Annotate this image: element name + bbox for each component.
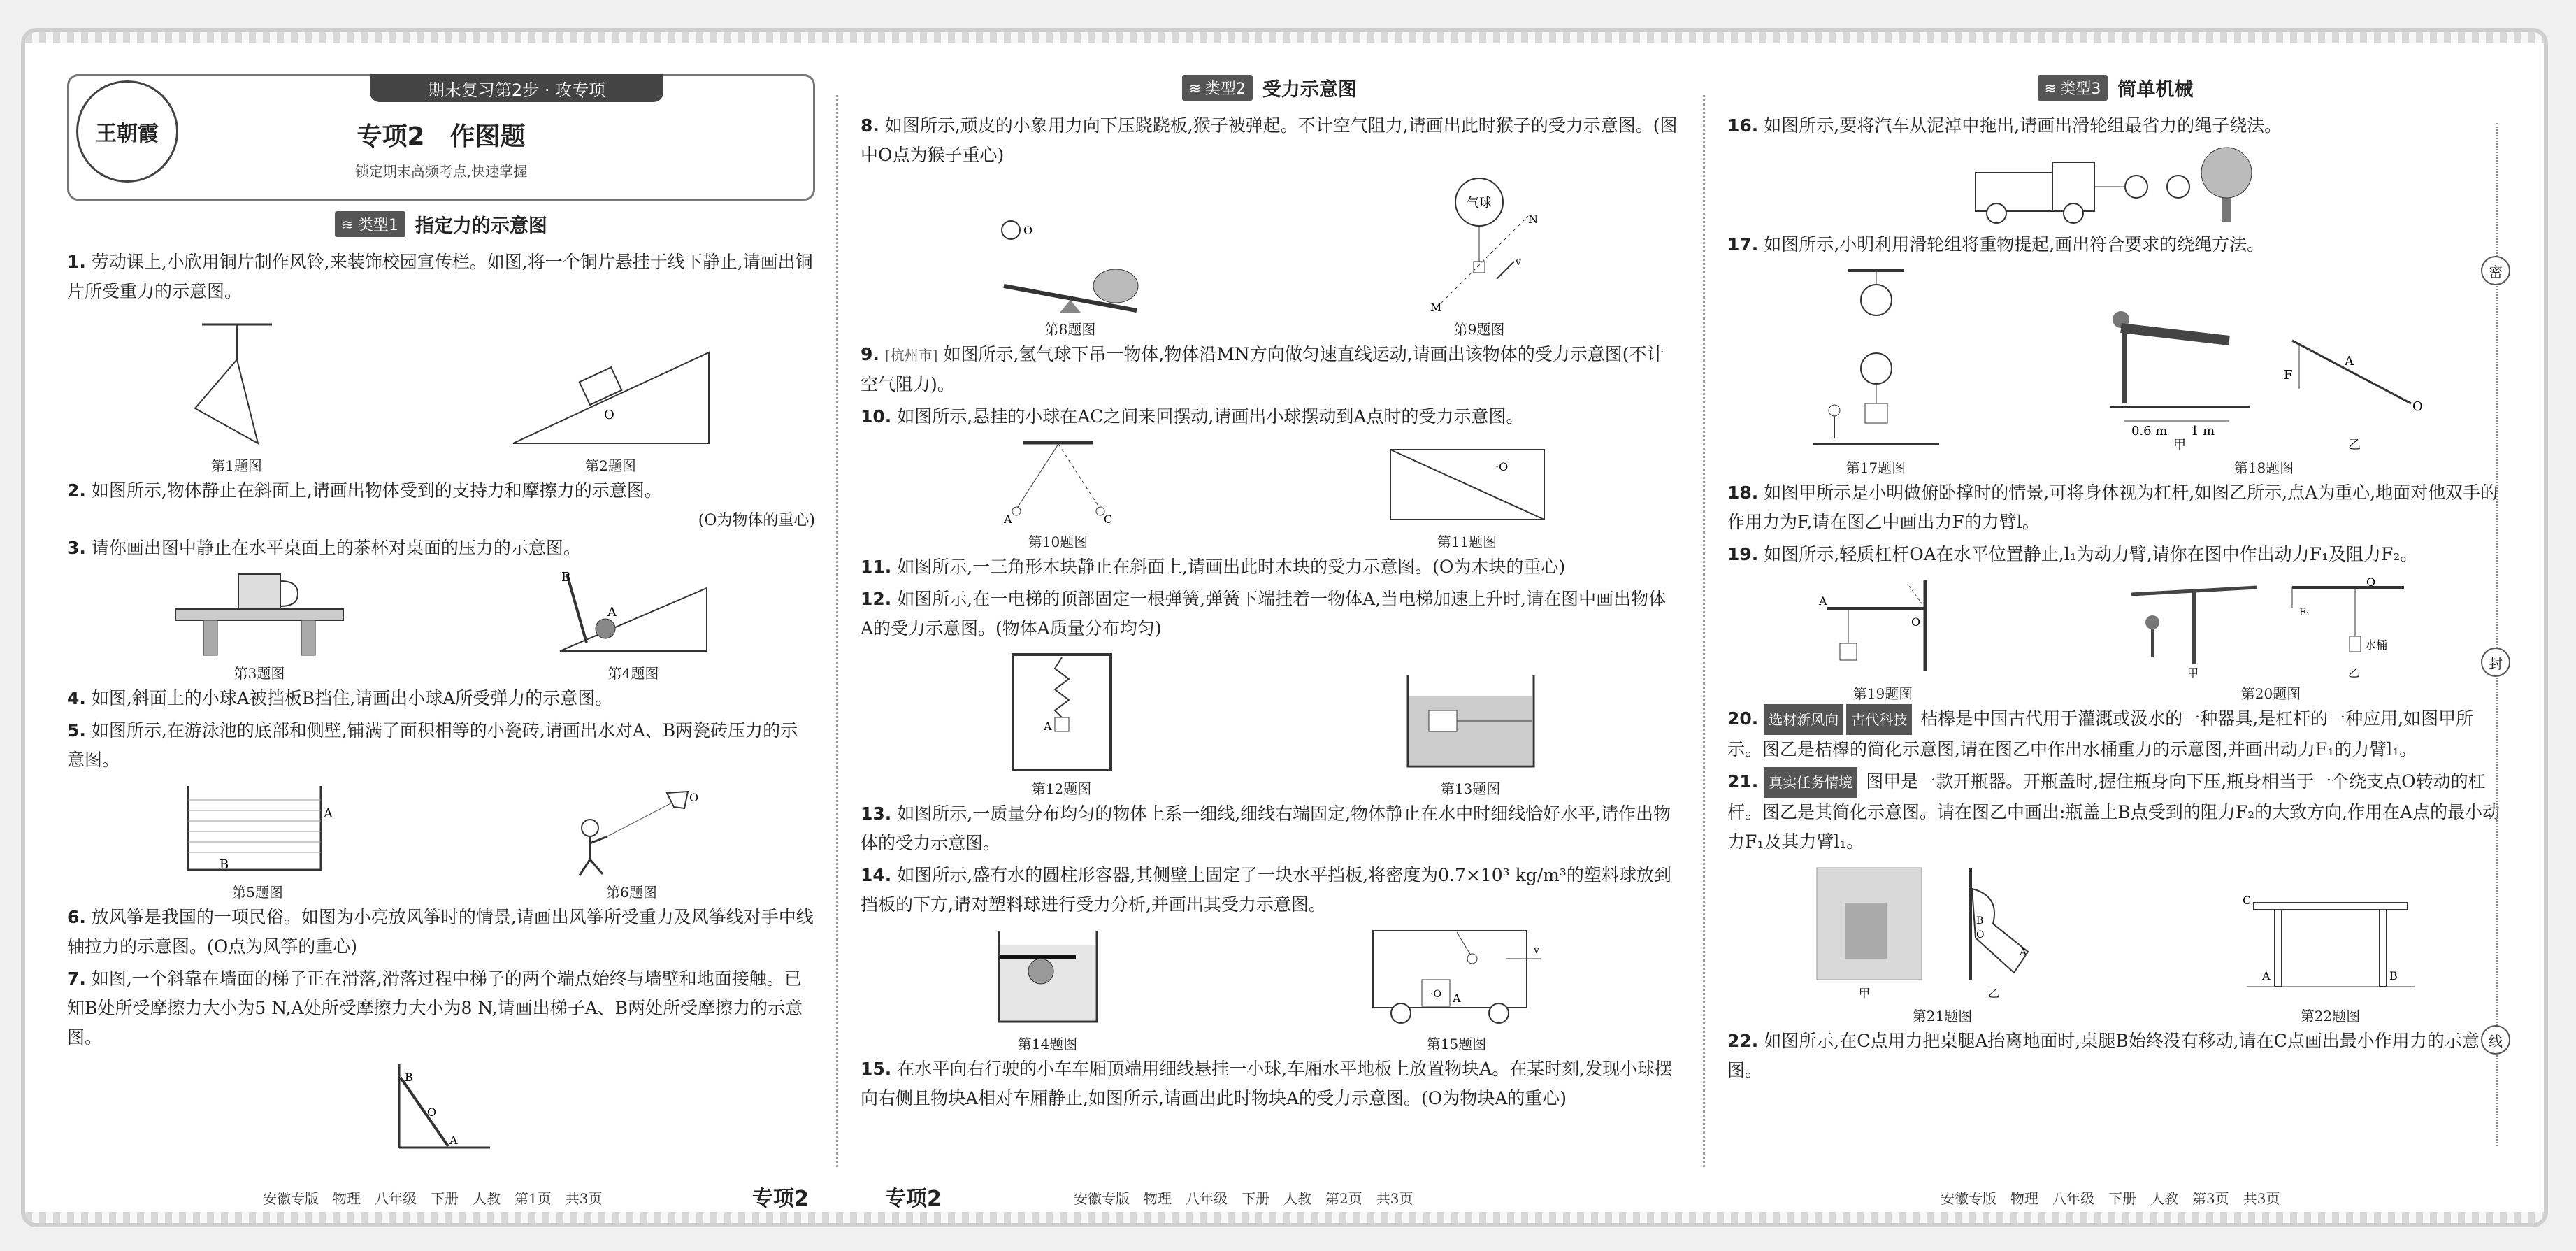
svg-text:A: A [2261,969,2271,982]
caption-22: 第22题图 [2300,1008,2361,1024]
section-title: 受力示意图 [1262,79,1357,101]
footer-page-1: 安徽专版 物理 八年级 下册 人教 第1页 共3页 [263,1190,603,1207]
logo-text: 王朝霞 [96,122,159,146]
svg-text:A: A [1818,594,1827,608]
binding-mark-1: 密 [2481,256,2510,285]
svg-text:O: O [689,791,698,804]
cart-pendulum-diagram [1366,924,1548,1029]
footer-topic-right: 专项2 [752,1187,809,1211]
caption-11: 第11题图 [1437,534,1497,550]
caption-17: 第17题图 [1845,459,1906,476]
incline-block-diagram [506,338,716,450]
ball-on-incline-diagram [553,567,714,658]
svg-text:N: N [1528,213,1538,226]
bucket-label: 水桶 [2364,638,2387,652]
figure-2 [506,338,716,475]
figure-17 [1806,264,1946,477]
figure-row-14-15 [861,924,1678,1053]
figure-3 [168,567,350,682]
figure-row-8-9 [861,174,1678,338]
column-divider-1 [836,95,838,1167]
balloon-motion-diagram [1409,174,1549,314]
hanging-copper-diagram [167,310,307,450]
svg-text:A: A [2344,354,2354,369]
caption-2: 第2题图 [585,457,636,474]
caption-14: 第14题图 [1017,1036,1078,1052]
caption-1: 第1题图 [211,457,262,474]
caption-15: 第15题图 [1426,1036,1487,1052]
caption-8: 第8题图 [1044,321,1096,338]
svg-text:B: B [561,570,571,585]
svg-text:O: O [1976,929,1984,941]
svg-text:O: O [2412,399,2423,414]
wavy-border-bottom [25,1212,2544,1223]
footer-page-2: 安徽专版 物理 八年级 下册 人教 第2页 共3页 [1074,1190,1413,1207]
question-14: 14. 如图所示,盛有水的圆柱形容器,其侧壁上固定了一块水平挡板,将密度为0.7×10³ kg/m³的塑料球放到挡板的下方,请对塑料球进行受力分析,并画出其受力示意图。 [861,865,1671,915]
figure-4 [553,567,714,682]
object-in-water-diagram [1401,669,1541,773]
label-yi-21: 乙 [1987,987,1999,1000]
caption-19: 第19题图 [1852,685,1913,702]
ball-under-plate-diagram [992,924,1104,1029]
table-lever-diagram [2240,882,2422,1001]
column-page-1 [67,74,815,1174]
section-title: 简单机械 [2117,79,2194,101]
question-7: 7. 如图,一个斜靠在墙面的梯子正在滑落,滑落过程中梯子的两个端点始终与墙壁和地面接触。已知B处所受摩擦力大小为5 N,A处所受摩擦力大小为8 N,请画出梯子A、B两处所受摩擦力的示意图。 [67,968,803,1048]
svg-text:O: O [2366,576,2375,589]
question-2: 2. 如图所示,物体静止在斜面上,请画出物体受到的支持力和摩擦力的示意图。 [67,480,662,501]
question-17: 17. 如图所示,小明利用滑轮组将重物提起,画出符合要求的绕绳方法。 [1727,234,2265,255]
question-1: 1. 劳动课上,小欣用铜片制作风铃,来装饰校园宣传栏。如图,将一个铜片悬挂于线下静止,请画出铜片所受重力的示意图。 [67,252,813,301]
label-jia-21: 甲 [1858,987,1870,1000]
figure-18 [2103,292,2425,477]
caption-9: 第9题图 [1453,321,1505,338]
section-tag: ≋ 类型1 [335,211,405,237]
distance-label-1: 0.6 m [2131,424,2167,438]
shadoof-diagram [2124,573,2418,678]
figure-6 [562,786,702,901]
figure-14 [992,924,1104,1053]
svg-text:B: B [405,1071,413,1084]
svg-text:A: A [323,806,333,821]
svg-text:O: O [1023,224,1033,237]
question-19: 19. 如图所示,轻质杠杆OA在水平位置静止,l₁为动力臂,请你在图中作出动力F₁及阻力F₂。 [1727,544,2418,564]
svg-text:A: A [1003,513,1012,526]
wave-icon: ≋ [342,215,354,233]
pulley-system-diagram [1806,264,1946,452]
bottle-opener-diagram [1810,861,2075,1001]
caption-4: 第4题图 [607,665,659,682]
question-11: 11. 如图所示,一三角形木块静止在斜面上,请画出此时木块的受力示意图。(O为木块的重心) [861,557,1566,577]
step-tab: 期末复习第2步 · 攻专项 [370,74,663,102]
question-2-note: (O为物体的重心) [698,512,815,529]
question-16: 16. 如图所示,要将汽车从泥淖中拖出,请画出滑轮组最省力的绳子绕法。 [1727,115,2282,136]
figure-5 [181,779,335,901]
svg-text:·O: ·O [1495,460,1508,473]
caption-6: 第6题图 [606,884,657,901]
svg-text:A: A [449,1134,458,1147]
figure-10 [988,436,1128,551]
svg-text:C: C [1103,513,1112,526]
figure-row-7 [67,1057,815,1155]
question-18: 18. 如图甲所示是小明做俯卧撑时的情景,可将身体视为杠杆,如图乙所示,点A为重心,地面对他双手的作用力为F,请在图乙中画出力F的力臂l。 [1727,482,2498,532]
figure-7 [385,1057,497,1155]
binding-mark-3: 线 [2481,1025,2510,1055]
figure-22 [2240,882,2422,1025]
wedge-on-incline-diagram [1383,443,1551,527]
question-4: 4. 如图,斜面上的小球A被挡板B挡住,请画出小球A所受弹力的示意图。 [67,688,613,708]
svg-text:A: A [2019,947,2027,958]
figure-row-19-20 [1727,573,2503,703]
figure-row-16 [1727,145,2503,229]
figure-20 [2124,573,2418,703]
wave-icon: ≋ [2044,79,2057,96]
figure-row-21-22 [1727,861,2503,1025]
topic-title: 专项2 作图题 [357,122,526,151]
figure-9 [1409,174,1549,338]
svg-text:A: A [1043,720,1052,733]
svg-text:v: v [1533,945,1539,956]
exam-sheet [21,28,2548,1227]
section-title: 指定力的示意图 [415,215,547,237]
wavy-border-top [25,32,2544,43]
question-6: 6. 放风筝是我国的一项民俗。如图为小亮放风筝时的情景,请画出风筝所受重力及风筝线对手中线轴拉力的示意图。(O点为风筝的重心) [67,907,814,957]
figure-8 [990,209,1151,338]
figure-21 [1810,861,2075,1025]
section-header-1 [67,210,815,238]
svg-text:M: M [1430,301,1442,314]
figure-12 [999,648,1125,798]
footer-topic-left: 专项2 [885,1187,942,1211]
question-12: 12. 如图所示,在一电梯的顶部固定一根弹簧,弹簧下端挂着一物体A,当电梯加速上升时,请在图中画出物体A的受力示意图。(物体A质量分布均匀) [861,589,1667,638]
column-page-2 [861,74,1678,1174]
figure-row-1-2 [67,310,815,475]
figure-11 [1383,443,1551,551]
svg-text:B: B [1976,915,1983,927]
lever-oa-diagram [1813,573,1953,678]
section-tag: ≋ 类型2 [1182,75,1253,101]
truck-pulley-tree-diagram [1969,145,2262,229]
balloon-label: 气球 [1467,196,1492,210]
figure-13 [1401,669,1541,798]
cup-on-table-diagram [168,567,350,658]
svg-text:C: C [2242,894,2251,907]
question-20: 20. 选材新风向 古代科技 桔槔是中国古代用于灌溉或汲水的一种器具,是杠杆的一种应用,如图甲所示。图乙是桔槔的简化示意图,请在图乙中作出水桶重力的示意图,并画出动力F₁的力臂l₁。 [1727,704,2503,764]
svg-text:F₁: F₁ [2298,607,2310,618]
question-3: 3. 请你画出图中静止在水平桌面上的茶杯对桌面的压力的示意图。 [67,538,581,558]
svg-text:·O: ·O [1430,989,1441,1000]
svg-text:B: B [219,857,229,872]
caption-21: 第21题图 [1912,1008,1973,1024]
kite-flying-diagram [562,786,702,877]
ladder-wall-diagram [385,1057,497,1155]
caption-5: 第5题图 [232,884,283,901]
header-box [67,74,815,201]
figure-16 [1969,145,2262,229]
question-13: 13. 如图所示,一质量分布均匀的物体上系一细线,细线右端固定,物体静止在水中时细线恰好水平,请作出物体的受力示意图。 [861,803,1671,853]
section-header-3 [1727,74,2503,101]
section-header-2 [861,74,1678,101]
question-22: 22. 如图所示,在C点用力把桌腿A抬离地面时,桌腿B始终没有移动,请在C点画出最小作用力的示意图。 [1727,1031,2480,1080]
caption-18: 第18题图 [2233,459,2294,476]
figure-19 [1813,573,1953,703]
slogan: 锁定期末高频考点,快速掌握 [354,163,528,180]
caption-20: 第20题图 [2240,685,2301,702]
svg-text:B: B [2389,969,2398,982]
question-5: 5. 如图所示,在游泳池的底部和侧壁,铺满了面积相等的小瓷砖,请画出水对A、B两瓷砖压力的示意图。 [67,720,798,770]
caption-3: 第3题图 [233,665,285,682]
svg-text:O: O [427,1106,437,1119]
question-15: 15. 在水平向右行驶的小车车厢顶端用细线悬挂一小球,车厢水平地板上放置物块A。在某时刻,发现小球摆向右侧且物块A相对车厢静止,如图所示,请画出此时物块A的受力示意图。(O为物块A的重心) [861,1059,1673,1108]
figure-15 [1366,924,1548,1053]
label-jia: 甲 [2173,438,2186,452]
column-page-3 [1727,74,2503,1174]
question-10: 10. 如图所示,悬挂的小球在AC之间来回摆动,请画出小球摆动到A点时的受力示意图。 [861,406,1524,427]
question-9: 9. [杭州市] 如图所示,氢气球下吊一物体,物体沿MN方向做匀速直线运动,请画出该物体的受力示意图(不计空气阻力)。 [861,344,1664,394]
svg-text:O: O [1911,615,1920,629]
label-yi: 乙 [2347,438,2361,452]
label-yi-20: 乙 [2347,666,2359,678]
binding-mark-2: 封 [2481,648,2510,677]
seesaw-elephant-monkey-diagram [990,209,1151,314]
caption-13: 第13题图 [1440,780,1501,797]
figure-row-10-11 [861,436,1678,551]
figure-row-3-4 [67,567,815,682]
label-jia-20: 甲 [2187,666,2199,678]
figure-row-5-6 [67,779,815,901]
wave-icon: ≋ [1189,79,1201,96]
pendulum-diagram [988,436,1128,527]
svg-text:A: A [607,605,617,620]
pushup-lever-diagram [2103,292,2425,452]
caption-12: 第12题图 [1031,780,1092,797]
footer-page-3: 安徽专版 物理 八年级 下册 人教 第3页 共3页 [1941,1190,2280,1207]
figure-row-12-13 [861,648,1678,798]
figure-1 [167,310,307,475]
column-divider-2 [1703,95,1705,1167]
elevator-spring-diagram [999,648,1125,773]
question-8: 8. 如图所示,顽皮的小象用力向下压跷跷板,猴子被弹起。不计空气阻力,请画出此时猴子的受力示意图。(图中O点为猴子重心) [861,115,1678,165]
question-21: 21. 真实任务情境 图甲是一款开瓶器。开瓶盖时,握住瓶身向下压,瓶身相当于一个绕支点O转动的杠杆。图乙是其简化示意图。请在图乙中画出:瓶盖上B点受到的阻力F₂的大致方向,作用在A点的最小动力F₁及其力臂l₁。 [1727,767,2503,857]
svg-text:F: F [2283,368,2292,383]
svg-text:v: v [1516,257,1521,268]
swimming-pool-diagram [181,779,335,877]
svg-text:A: A [1452,992,1461,1005]
section-tag: ≋ 类型3 [2038,75,2108,101]
figure-row-17-18 [1727,264,2503,477]
caption-10: 第10题图 [1028,534,1088,550]
svg-text:O: O [603,408,614,422]
distance-label-2: 1 m [2190,424,2215,438]
